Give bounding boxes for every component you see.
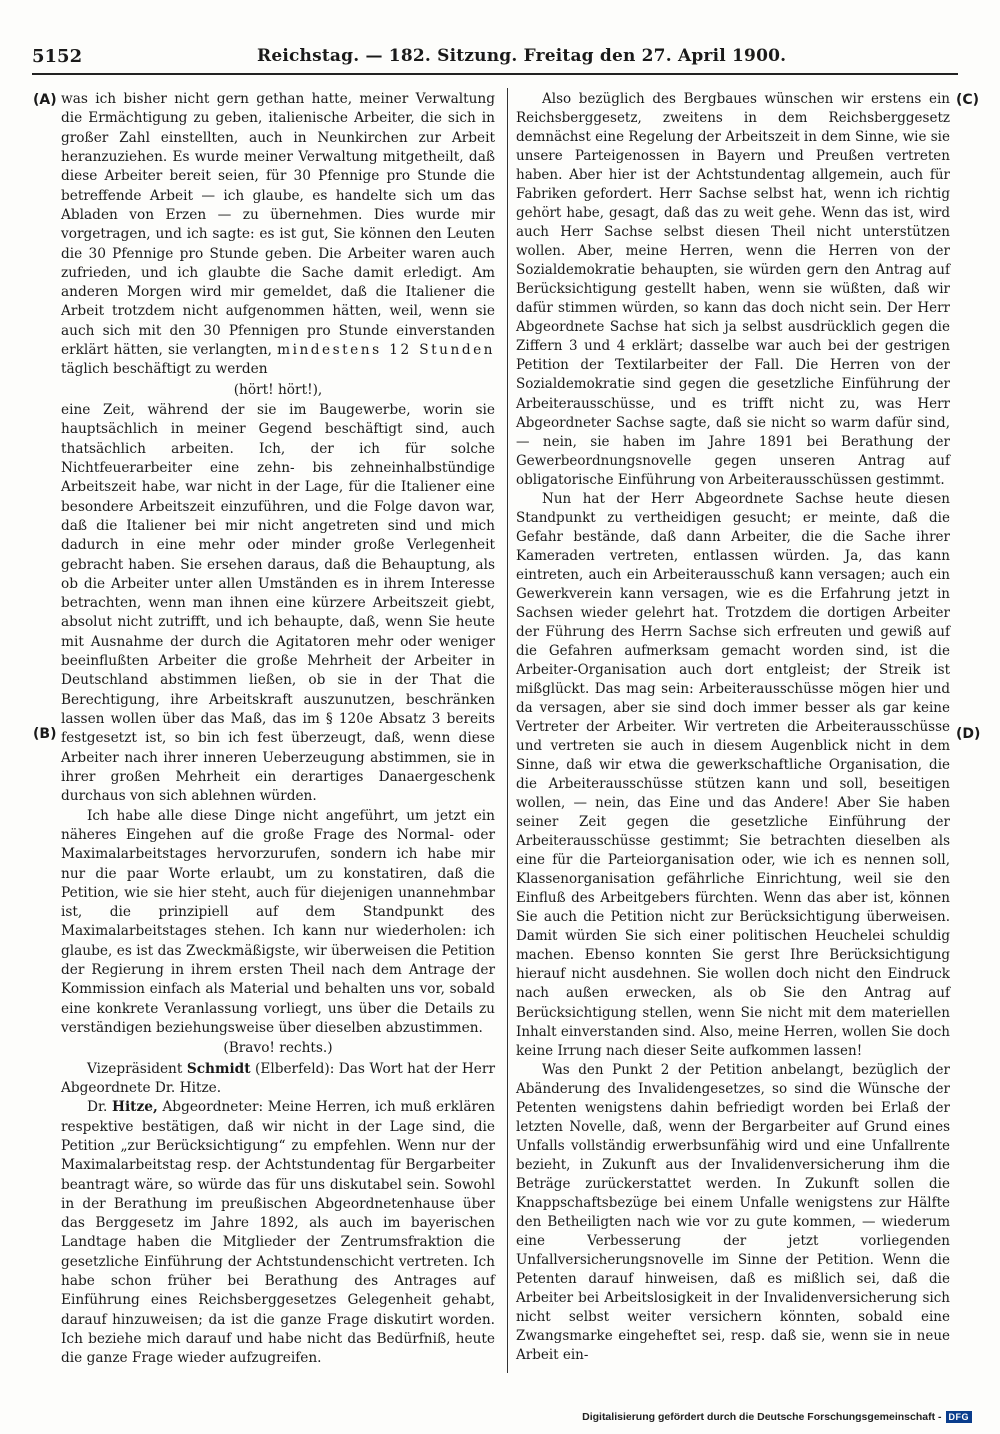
- interjection: (Bravo! rechts.): [223, 1040, 333, 1057]
- column-divider: [507, 88, 508, 1373]
- speaker-paragraph: Dr. Hitze, Abgeordneter: Meine Herren, ich muß erklären respektive bestätigen, daß wir nicht in der Lage sind, die Petition „zur Berücksichtigung“ zu empfehlen. Wenn nur der Maximalarbeitstag resp. der Achtstundentag für Bergarbeiter beantragt wäre, so würde das für uns diskutabel sein. Sowohl in der Berathung im preußischen Abgeordnetenhause über das Berggesetz im Jahre 1892, als auch im bayerischen Landtage haben die Mitglieder der Zentrumsfraktion die gesetzliche Einführung der Achtstundenschicht vertreten. Ich habe schon früher bei Berathung des Antrages auf Einführung eines Reichsberggesetzes Gelegenheit gehabt, darauf hinzuweisen; da ist die ganze Frage diskutirt worden. Ich beziehe mich darauf und habe nicht das Bedürfniß, heute die ganze Frage wieder aufzugreifen.: [61, 1099, 495, 1367]
- margin-mark-b: (B): [33, 726, 57, 742]
- speaker-paragraph: Vizepräsident Schmidt (Elberfeld): Das Wort hat der Herr Abgeordnete Dr. Hitze.: [61, 1060, 495, 1096]
- margin-mark-d: (D): [956, 726, 981, 742]
- footer-text: Digitalisierung gefördert durch die Deutsche Forschungsgemeinschaft -: [582, 1411, 942, 1423]
- paragraph: eine Zeit, während der sie im Baugewerbe, worin sie hauptsächlich in meiner Gegend beschäftigt sind, auch thatsächlich arbeiten. Ich, der ich für solche Nichtfeuerarbeiter eine zehn- bis zehneinhalbstündige Arbeitszeit habe, war nicht in der Lage, für die Italiener eine besondere Arbeitszeit einzuführen, und die Folge davon war, daß die Italiener bei mir nicht angetreten sind und mich dadurch in eine mehr oder minder große Verlegenheit gebracht haben. Sie ersehen daraus, daß die Behauptung, als ob die Arbeiter unter allen Umständen es in ihrem Interesse betrachten, wenn man ihnen eine kürzere Arbeitszeit giebt, absolut nicht zutrifft, und ich behaupte, daß, wenn Sie heute mit Ausnahme der durch die Agitatoren mehr oder weniger beeinflußten Arbeiter die große Mehrheit der Arbeiter in Deutschland abstimmen ließen, ob sie in der That die Berechtigung, ihre Arbeitskraft auszunutzen, beschränken lassen wollen über das Maß, das im § 120e Absatz 3 bereits festgesetzt ist, so bin ich fest überzeugt, daß, wenn diese Arbeiter nach ihrer inneren Ueberzeugung abstimmen, sie in ihrer großen Mehrheit ein derartiges Danaergeschenk durchaus von sich ablehnen würden.: [61, 402, 495, 805]
- margin-mark-c: (C): [956, 92, 980, 108]
- header-rule: [32, 73, 958, 75]
- speaker-name: Hitze,: [112, 1099, 158, 1116]
- page-number: 5152: [32, 46, 83, 67]
- dfg-logo: DFG: [946, 1411, 973, 1423]
- running-head: Reichstag. — 182. Sitzung. Freitag den 27. April 1900.: [257, 46, 787, 66]
- digitization-footer: [582, 1411, 972, 1423]
- interjection: (hört! hört!),: [233, 381, 323, 398]
- paragraph: Also bezüglich des Bergbaues wünschen wir erstens ein Reichsberggesetz, zweitens in dem Reichsberggesetz demnächst eine Regelung der Arbeitszeit in dem Sinne, wie sie unsere Parteigenossen in Bayern und Preußen vertreten haben. Aber hier ist der Achtstundentag allgemein, auch für Fabriken gefordert. Herr Sachse selbst hat, wenn ich richtig gehört habe, gesagt, daß das zu weit gehe. Wenn das ist, wird auch Herr Sachse selbst diesen Theil nicht unterstützen wollen. Aber, meine Herren, wenn die Herren von der Sozialdemokratie behaupten, sie würden gern den Antrag auf Berücksichtigung gestellt haben, wenn sie wüßten, daß wir dafür stimmen würden, so kann das doch nicht sein. Der Herr Abgeordnete Sachse hat sich ja selbst ausdrücklich gegen die Ziffern 3 und 4 erklärt; dasselbe war auch bei der gestrigen Petition der Textilarbeiter der Fall. Die Herren von der Sozialdemokratie sind gegen die gesetzliche Einführung der Arbeiterausschüsse, und es trifft nicht zu, was Herr Abgeordneter Sachse sagte, daß sie nicht so warm dafür sind, — nein, sie haben im Jahre 1891 bei Berathung der Gewerbeordnungsnovelle gegen unseren Antrag auf obligatorische Einführung von Arbeiterausschüssen gestimmt.: [516, 91, 950, 488]
- left-column: [61, 90, 495, 1369]
- speaker-name: Schmidt: [186, 1060, 251, 1077]
- paragraph: Was den Punkt 2 der Petition anbelangt, bezüglich der Abänderung des Invalidengesetzes, so sind die Wünsche der Petenten wenigstens dahin befriedigt worden bei Erlaß der letzten Novelle, daß, wenn der Bergarbeiter auf Grund eines Unfalls vollständig erwerbsunfähig wird und eine Unfallrente bezieht, in Zukunft aus der Invalidenversicherung ihm die Beträge zurückerstattet werden. In Zukunft sollen die Knappschaftsbezüge bei einem Unfalle wenigstens zur Hälfte den Betheiligten nach wie vor zu gute kommen, — wiederum eine Verbesserung der jetzt vorliegenden Unfallversicherungsnovelle im Sinne der Petition. Wenn die Petenten darauf hinweisen, daß es mißlich sei, daß die Arbeiter bei Arbeitslosigkeit in der Invalidenversicherung sich nicht selbst weiter versichern könnten, sobald eine Zwangsmarke eingeheftet sei, resp. daß sie, wenn sie in neue Arbeit ein-: [516, 1061, 950, 1364]
- paragraph: Nun hat der Herr Abgeordnete Sachse heute diesen Standpunkt zu vertheidigen gesucht; er meinte, daß die Gefahr bestände, daß dann Arbeiter, die die Sache ihrer Kameraden vertreten, entlassen würden. Ja, das kann eintreten, auch ein Arbeiterausschuß kann versagen; auch ein Gewerkverein kann versagen, wie es die Erfahrung jetzt in Sachsen wieder gelehrt hat. Trotzdem die dortigen Arbeiter der Führung des Herrn Sachse sich erfreuten und gewiß auf die Gefahren aufmerksam gemacht worden sind, ist die Arbeiter-Organisation auch dort entgleist; der Streik ist mißglückt. Das mag sein: Arbeiterausschüsse mögen hier und da versagen, aber sie sind doch immer besser als gar keine Vertreter der Arbeiter. Wir vertreten die Arbeiterausschüsse und vertreten sie auch in diesem Augenblick nicht in dem Sinne, daß wir etwa die gewerkschaftliche Organisation, die die Arbeiterausschüsse stützen kann und soll, beseitigen wollen, — nein, das Eine und das Andere! Aber Sie haben seiner Zeit gegen die gesetzliche Einführung der Arbeiterausschüsse gestimmt; Sie betrachten dieselben als eine für die Parteiorganisation oder, wie ich es nennen soll, Klassenorganisation gefährliche Einrichtung, weil sie den Einfluß des Arbeitgebers fürchten. Wenn das aber ist, können Sie auch die Petition nicht zur Berücksichtigung überweisen. Damit würden Sie sich einer politischen Heuchelei schuldig machen. Ebenso konnten Sie gerst Ihre Berücksichtigung hierauf nicht ausdehnen. Sie wollen doch nicht den Eindruck nach außen erwecken, als ob Sie den Antrag auf Berücksichtigung stellen, wenn Sie nicht mit dem materiellen Inhalt einverstanden sind. Also, meine Herren, wollen Sie doch keine Irrung nach dieser Seite aufkommen lassen!: [516, 490, 950, 1059]
- paragraph: was ich bisher nicht gern gethan hatte, meiner Verwaltung die Ermächtigung zu geben, italienische Arbeiter, die sich in großer Zahl einstellten, auch in Neunkirchen zur Arbeit heranzuziehen. Es wurde meiner Verwaltung mitgetheilt, daß diese Arbeiter bereit seien, für 30 Pfennige pro Stunde die betreffende Arbeit — ich glaube, es handelte sich um das Abladen von Erzen — zu übernehmen. Dies wurde mir vorgetragen, und ich sagte: es ist gut, Sie können den Leuten die 30 Pfennige pro Stunde geben. Die Arbeiter waren auch zufrieden, und ich glaubte die Sache damit erledigt. Am anderen Morgen wird mir gemeldet, daß die Italiener die Arbeit trotzdem nicht aufgenommen hätten, weil, wenn sie auch sich mit den 30 Pfennigen pro Stunde einverstanden erklärt hätten, sie verlangten, mindestens 12 Stunden täglich beschäftigt zu werden: [61, 91, 495, 378]
- margin-mark-a: (A): [33, 92, 57, 108]
- page-header: [32, 44, 958, 70]
- paragraph: Ich habe alle diese Dinge nicht angeführt, um jetzt ein näheres Eingehen auf die große Frage des Normal- oder Maximalarbeitstages hervorzurufen, sondern ich habe mir nur die paar Worte erlaubt, um zu konstatiren, daß die Petition, wie sie hier steht, auch für diejenigen unannehmbar ist, die prinzipiell auf dem Standpunkt des Maximalarbeitstages stehen. Ich kann nur wiederholen: ich glaube, es ist das Zweckmäßigste, wir überweisen die Petition der Regierung in ihrem ersten Theil nach dem Antrage der Kommission einfach als Material und behalten uns vor, sobald eine konkrete Veranlassung vorliegt, uns über die Details zu verständigen beziehungsweise über dieselben abzustimmen.: [61, 807, 495, 1036]
- right-column: [516, 90, 950, 1365]
